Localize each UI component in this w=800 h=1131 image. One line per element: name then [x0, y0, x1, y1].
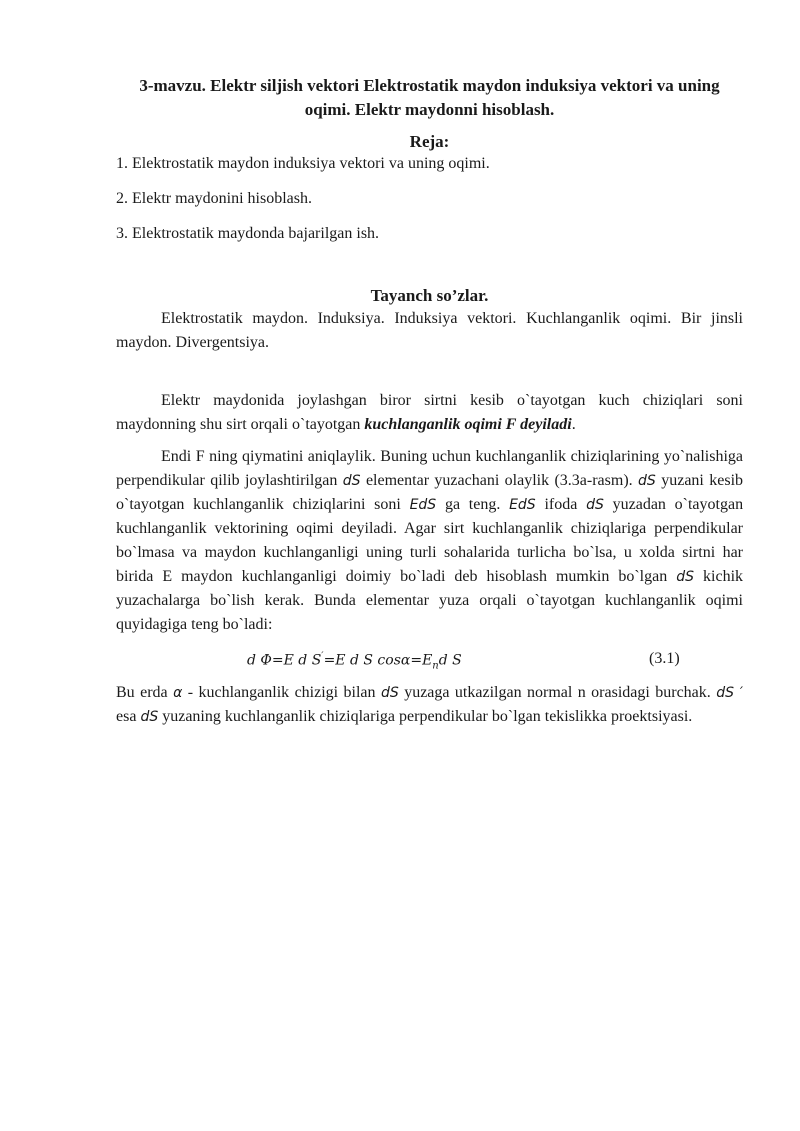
math-ds: dS [586, 497, 604, 513]
paragraph-angle-explanation: Bu erda α - kuchlanganlik chizigi bilan dS yuzaga utkazilgan normal n orasidagi burchak. dS ′ esa dS yuzaning kuchlanganlik chiziqlariga perpendikular bo`lgan tekislikka proektsiyasi. [116, 684, 744, 725]
plan-item-2: 2. Elektr maydonini hisoblash. [116, 190, 312, 207]
keywords-heading: Tayanch so’zlar. [370, 286, 489, 305]
math-ds: dS [140, 709, 159, 725]
page-title: 3-mavzu. Elektr siljish vektori Elektrostatik maydon induksiya vektori va uning oqimi. Elektr maydonni hisoblash. [139, 76, 720, 119]
equation-number: (3.1) [649, 650, 680, 667]
math-alpha: α [173, 685, 183, 701]
math-ds-prime: dS ′ [716, 685, 744, 701]
math-ds: dS [638, 473, 656, 489]
keywords-text: Elektrostatik maydon. Induksiya. Induksiya vektori. Kuchlanganlik oqimi. Bir jinsli maydon. Divergentsiya. [116, 310, 743, 351]
math-ds: dS [380, 685, 399, 701]
equation-row [116, 643, 743, 673]
math-ds: dS [342, 473, 361, 489]
paragraph-text: Elektr maydonida joylashgan biror sirtni kesib o`tayotgan kuch chiziqlari soni maydonning shu sirt orqali o`tayotgan [116, 392, 743, 433]
paragraph-flux-calculation: Endi F ning qiymatini aniqlaylik. Buning uchun kuchlanganlik chiziqlarining yo`nalishiga perpendikular qilib joylashtirilgan dS elementar yuzachani olaylik (3.3a-rasm). dS yuzani kesib o`tayotgan kuchlanganlik chiziqlarini soni EdS ga teng. EdS ifoda dS yuzadan o`tayotgan kuchlanganlik vektorining oqimi deyiladi. Agar sirt kuchlanganlik chiziqlariga perpendikular bo`lmasa va maydon kuchlanganligi uning turli sohalarida turlicha bo`lsa, u xolda sirtni har birida E maydon kuchlanganligi doimiy bo`ladi deb hisoblash mumkin bo`lgan dS kichik yuzachalarga bo`lish kerak. Bunda elementar yuza orqali o`tayotgan kuchlanganlik oqimi quyidagiga teng bo`ladi: [116, 448, 744, 633]
plan-item-3: 3. Elektrostatik maydonda bajarilgan ish. [116, 225, 380, 242]
math-eds: EdS [409, 497, 437, 513]
math-eds: EdS [509, 497, 536, 513]
math-ds: dS [676, 569, 695, 585]
emphasis-text: kuchlanganlik oqimi F deyiladi [364, 416, 572, 433]
plan-item-1: 1. Elektrostatik maydon induksiya vektori va uning oqimi. [116, 155, 490, 172]
equation-3-1: d Φ=E d S′=E d S $\cos\alpha=E_nd$ S [247, 651, 462, 672]
document-page [116, 74, 743, 729]
paragraph-flux-definition: Elektr maydonida joylashgan biror sirtni kesib o`tayotgan kuch chiziqlari soni maydonning shu sirt orqali o`tayotgan kuchlanganlik oqimi F deyiladi. [116, 392, 743, 433]
plan-heading: Reja: [409, 132, 450, 151]
